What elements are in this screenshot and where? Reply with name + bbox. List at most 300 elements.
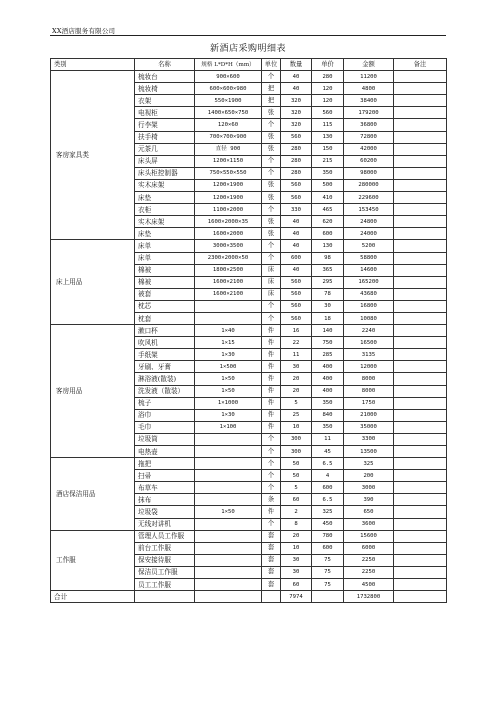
item-spec: 2300×2000×50 [195,252,262,264]
item-name: 拖把 [135,458,195,470]
item-spec [195,566,262,578]
document-title: 新酒店采购明细表 [209,44,286,54]
table-header-row [51,59,447,71]
item-price: 410 [312,192,344,204]
table-row [51,325,447,337]
table-body [51,71,447,591]
total-qty: 7974 [281,591,312,603]
item-amount: 11200 [344,71,394,83]
column-header-category: 类别 [51,59,135,71]
item-qty: 560 [281,288,312,300]
item-spec: 1600×2000×35 [195,216,262,228]
item-unit: 个 [262,470,281,482]
item-qty: 10 [281,542,312,554]
item-spec: 直径 900 [195,143,262,155]
item-name: 棉被 [135,264,195,276]
item-amount: 325 [344,458,394,470]
item-spec [195,433,262,445]
item-qty: 20 [281,385,312,397]
item-price: 600 [312,542,344,554]
column-header-remark: 备注 [394,59,447,71]
item-qty: 40 [281,71,312,83]
total-row [51,591,447,603]
column-header-spec: 规格 L*D*H（mm） [195,59,262,71]
item-amount: 179200 [344,107,394,119]
item-amount: 165200 [344,276,394,288]
item-amount: 58800 [344,252,394,264]
item-qty: 320 [281,119,312,131]
item-remark [394,143,447,155]
item-unit: 个 [262,119,281,131]
item-remark [394,155,447,167]
item-spec: 1×50 [195,385,262,397]
item-remark [394,494,447,506]
item-qty: 560 [281,300,312,312]
item-remark [394,579,447,591]
item-price: 350 [312,421,344,433]
item-unit: 床 [262,288,281,300]
item-spec: 600×600×980 [195,83,262,95]
item-price: 130 [312,240,344,252]
item-price: 120 [312,95,344,107]
item-unit: 套 [262,554,281,566]
item-remark [394,554,447,566]
item-spec: 550×1900 [195,95,262,107]
item-name: 漱口杯 [135,325,195,337]
item-unit: 件 [262,421,281,433]
item-name: 管理人员工作服 [135,530,195,542]
item-unit: 张 [262,228,281,240]
item-price: 4 [312,470,344,482]
item-name: 行李架 [135,119,195,131]
item-name: 电视柜 [135,107,195,119]
item-amount: 35000 [344,421,394,433]
item-amount: 153450 [344,204,394,216]
item-remark [394,506,447,518]
item-unit: 件 [262,325,281,337]
category-cell: 工作服 [51,530,135,590]
item-amount: 43680 [344,288,394,300]
item-remark [394,397,447,409]
item-name: 衣柜 [135,204,195,216]
item-price: 285 [312,349,344,361]
item-spec [195,446,262,458]
item-spec: 1200×1150 [195,155,262,167]
item-amount: 42000 [344,143,394,155]
item-price: 750 [312,337,344,349]
item-amount: 15600 [344,530,394,542]
item-unit: 个 [262,518,281,530]
item-unit: 个 [262,167,281,179]
item-qty: 30 [281,554,312,566]
item-qty: 560 [281,312,312,324]
item-price: 280 [312,71,344,83]
item-spec: 700×700×900 [195,131,262,143]
item-price: 6.5 [312,458,344,470]
item-qty: 30 [281,361,312,373]
item-price: 450 [312,518,344,530]
item-price: 18 [312,312,344,324]
item-unit: 个 [262,312,281,324]
item-spec: 1200×1900 [195,179,262,191]
item-remark [394,252,447,264]
item-qty: 22 [281,337,312,349]
item-spec [195,312,262,324]
item-price: 600 [312,482,344,494]
item-name: 保洁员工作服 [135,566,195,578]
total-empty-cell [394,591,447,603]
item-name: 梳子 [135,397,195,409]
item-unit: 条 [262,494,281,506]
item-amount: 98000 [344,167,394,179]
item-name: 梳妆台 [135,71,195,83]
item-unit: 张 [262,143,281,155]
item-amount: 3300 [344,433,394,445]
item-price: 30 [312,300,344,312]
item-remark [394,95,447,107]
item-unit: 件 [262,337,281,349]
item-price: 840 [312,409,344,421]
item-price: 325 [312,506,344,518]
item-unit: 张 [262,192,281,204]
item-spec [195,470,262,482]
item-name: 吹风机 [135,337,195,349]
item-unit: 把 [262,95,281,107]
item-unit: 个 [262,433,281,445]
item-amount: 8000 [344,373,394,385]
item-name: 床单 [135,240,195,252]
table-row [51,530,447,542]
item-price: 140 [312,325,344,337]
item-name: 淋浴液(散装) [135,373,195,385]
item-name: 垃圾筒 [135,433,195,445]
header-rule [50,35,446,36]
item-remark [394,264,447,276]
item-unit: 床 [262,264,281,276]
item-unit: 个 [262,482,281,494]
item-unit: 张 [262,131,281,143]
item-price: 120 [312,83,344,95]
item-qty: 330 [281,204,312,216]
item-price: 620 [312,216,344,228]
item-qty: 30 [281,566,312,578]
item-remark [394,107,447,119]
item-amount: 390 [344,494,394,506]
item-spec [195,530,262,542]
column-header-price: 单价 [312,59,344,71]
item-spec: 1×500 [195,361,262,373]
item-spec: 1800×2500 [195,264,262,276]
item-amount: 21000 [344,409,394,421]
item-spec: 1×30 [195,349,262,361]
item-price: 115 [312,119,344,131]
item-spec [195,482,262,494]
item-unit: 套 [262,579,281,591]
total-empty-cell [135,591,195,603]
item-remark [394,240,447,252]
item-amount: 24000 [344,228,394,240]
item-qty: 320 [281,107,312,119]
item-amount: 60200 [344,155,394,167]
item-qty: 40 [281,216,312,228]
item-price: 78 [312,288,344,300]
item-name: 枕套 [135,312,195,324]
item-remark [394,337,447,349]
item-name: 床垫 [135,228,195,240]
company-name: XX酒店服务有限公司 [52,27,116,35]
item-spec: 1×50 [195,373,262,385]
item-amount: 4500 [344,579,394,591]
item-amount: 10080 [344,312,394,324]
item-price: 98 [312,252,344,264]
item-unit: 件 [262,506,281,518]
item-name: 被套 [135,288,195,300]
total-empty-cell [262,591,281,603]
item-qty: 300 [281,446,312,458]
table-row [51,71,447,83]
item-remark [394,446,447,458]
item-qty: 280 [281,155,312,167]
item-price: 130 [312,131,344,143]
item-amount: 6000 [344,542,394,554]
item-unit: 个 [262,155,281,167]
item-name: 扶手椅 [135,131,195,143]
item-amount: 1750 [344,397,394,409]
item-name: 浴巾 [135,409,195,421]
item-amount: 3135 [344,349,394,361]
column-header-qty: 数量 [281,59,312,71]
item-spec: 1200×1900 [195,192,262,204]
item-remark [394,482,447,494]
item-qty: 280 [281,143,312,155]
item-name: 抹布 [135,494,195,506]
item-name: 梳妆椅 [135,83,195,95]
item-qty: 20 [281,373,312,385]
item-name: 元茶几 [135,143,195,155]
item-price: 465 [312,204,344,216]
item-name: 实木床架 [135,179,195,191]
item-remark [394,530,447,542]
item-price: 365 [312,264,344,276]
item-name: 洗发液（散装） [135,385,195,397]
item-remark [394,349,447,361]
item-spec: 1×15 [195,337,262,349]
item-name: 枕芯 [135,300,195,312]
item-spec: 1×30 [195,409,262,421]
item-remark [394,421,447,433]
item-remark [394,288,447,300]
table-row [51,240,447,252]
item-qty: 20 [281,530,312,542]
item-amount: 12000 [344,361,394,373]
item-qty: 560 [281,131,312,143]
item-unit: 件 [262,349,281,361]
item-amount: 13500 [344,446,394,458]
item-remark [394,518,447,530]
item-name: 垃圾袋 [135,506,195,518]
item-qty: 40 [281,83,312,95]
item-spec: 750×550×550 [195,167,262,179]
item-remark [394,300,447,312]
total-empty-cell [195,591,262,603]
item-unit: 套 [262,542,281,554]
item-spec [195,300,262,312]
item-qty: 16 [281,325,312,337]
item-qty: 50 [281,470,312,482]
item-spec: 1×100 [195,421,262,433]
item-spec: 1×50 [195,506,262,518]
item-price: 400 [312,361,344,373]
item-unit: 个 [262,300,281,312]
item-amount: 16500 [344,337,394,349]
item-unit: 个 [262,204,281,216]
item-unit: 件 [262,385,281,397]
item-price: 75 [312,554,344,566]
item-qty: 560 [281,179,312,191]
item-unit: 个 [262,252,281,264]
item-qty: 25 [281,409,312,421]
item-qty: 320 [281,95,312,107]
item-unit: 套 [262,566,281,578]
item-spec [195,458,262,470]
item-price: 500 [312,179,344,191]
item-remark [394,325,447,337]
item-spec: 1100×2000 [195,204,262,216]
item-remark [394,458,447,470]
item-unit: 个 [262,240,281,252]
item-spec [195,494,262,506]
item-unit: 件 [262,373,281,385]
item-remark [394,542,447,554]
item-qty: 8 [281,518,312,530]
item-unit: 套 [262,530,281,542]
item-price: 75 [312,579,344,591]
item-spec: 1400×650×750 [195,107,262,119]
item-price: 11 [312,433,344,445]
category-cell: 床上用品 [51,240,135,325]
item-unit: 个 [262,446,281,458]
item-qty: 11 [281,349,312,361]
item-amount: 280000 [344,179,394,191]
procurement-table [50,58,447,603]
item-spec: 1600×2000 [195,228,262,240]
column-header-unit: 单位 [262,59,281,71]
item-remark [394,71,447,83]
item-spec: 900×600 [195,71,262,83]
item-spec [195,554,262,566]
item-qty: 280 [281,167,312,179]
item-amount: 14600 [344,264,394,276]
item-price: 215 [312,155,344,167]
item-qty: 5 [281,397,312,409]
item-name: 前台工作服 [135,542,195,554]
item-name: 衣架 [135,95,195,107]
category-cell: 客房用品 [51,325,135,458]
total-empty-cell [312,591,344,603]
item-amount: 3000 [344,482,394,494]
item-remark [394,276,447,288]
item-qty: 60 [281,579,312,591]
item-qty: 5 [281,482,312,494]
item-unit: 把 [262,83,281,95]
item-remark [394,433,447,445]
item-amount: 200 [344,470,394,482]
item-qty: 40 [281,240,312,252]
item-remark [394,385,447,397]
item-spec: 1600×2100 [195,276,262,288]
item-amount: 3600 [344,518,394,530]
item-remark [394,167,447,179]
item-amount: 24800 [344,216,394,228]
item-remark [394,192,447,204]
item-remark [394,83,447,95]
column-header-name: 名称 [135,59,195,71]
item-price: 75 [312,566,344,578]
item-qty: 600 [281,252,312,264]
item-name: 保安接待服 [135,554,195,566]
item-price: 6.5 [312,494,344,506]
item-amount: 2250 [344,554,394,566]
item-amount: 36800 [344,119,394,131]
item-qty: 10 [281,421,312,433]
item-spec [195,579,262,591]
item-unit: 件 [262,409,281,421]
item-qty: 560 [281,276,312,288]
item-amount: 16800 [344,300,394,312]
item-price: 350 [312,167,344,179]
item-remark [394,409,447,421]
item-remark [394,179,447,191]
item-name: 无线对讲机 [135,518,195,530]
item-unit: 个 [262,458,281,470]
item-amount: 38400 [344,95,394,107]
item-unit: 张 [262,216,281,228]
item-unit: 张 [262,107,281,119]
item-amount: 72800 [344,131,394,143]
item-price: 150 [312,143,344,155]
total-amount: 1732800 [344,591,394,603]
total-label: 合计 [51,591,135,603]
item-name: 电热壶 [135,446,195,458]
item-unit: 件 [262,361,281,373]
item-qty: 40 [281,228,312,240]
item-unit: 件 [262,397,281,409]
item-price: 45 [312,446,344,458]
item-name: 床头柜控制器 [135,167,195,179]
item-price: 560 [312,107,344,119]
item-qty: 300 [281,433,312,445]
item-spec: 3000×3500 [195,240,262,252]
category-cell: 酒店保洁用品 [51,458,135,531]
item-name: 员工工作服 [135,579,195,591]
item-remark [394,373,447,385]
item-remark [394,361,447,373]
item-qty: 50 [281,458,312,470]
item-unit: 张 [262,179,281,191]
item-spec: 1×40 [195,325,262,337]
item-spec [195,518,262,530]
item-name: 布草车 [135,482,195,494]
item-qty: 60 [281,494,312,506]
item-remark [394,470,447,482]
item-amount: 650 [344,506,394,518]
item-qty: 2 [281,506,312,518]
item-unit: 个 [262,71,281,83]
item-remark [394,566,447,578]
item-remark [394,204,447,216]
item-name: 毛巾 [135,421,195,433]
item-name: 实木床架 [135,216,195,228]
